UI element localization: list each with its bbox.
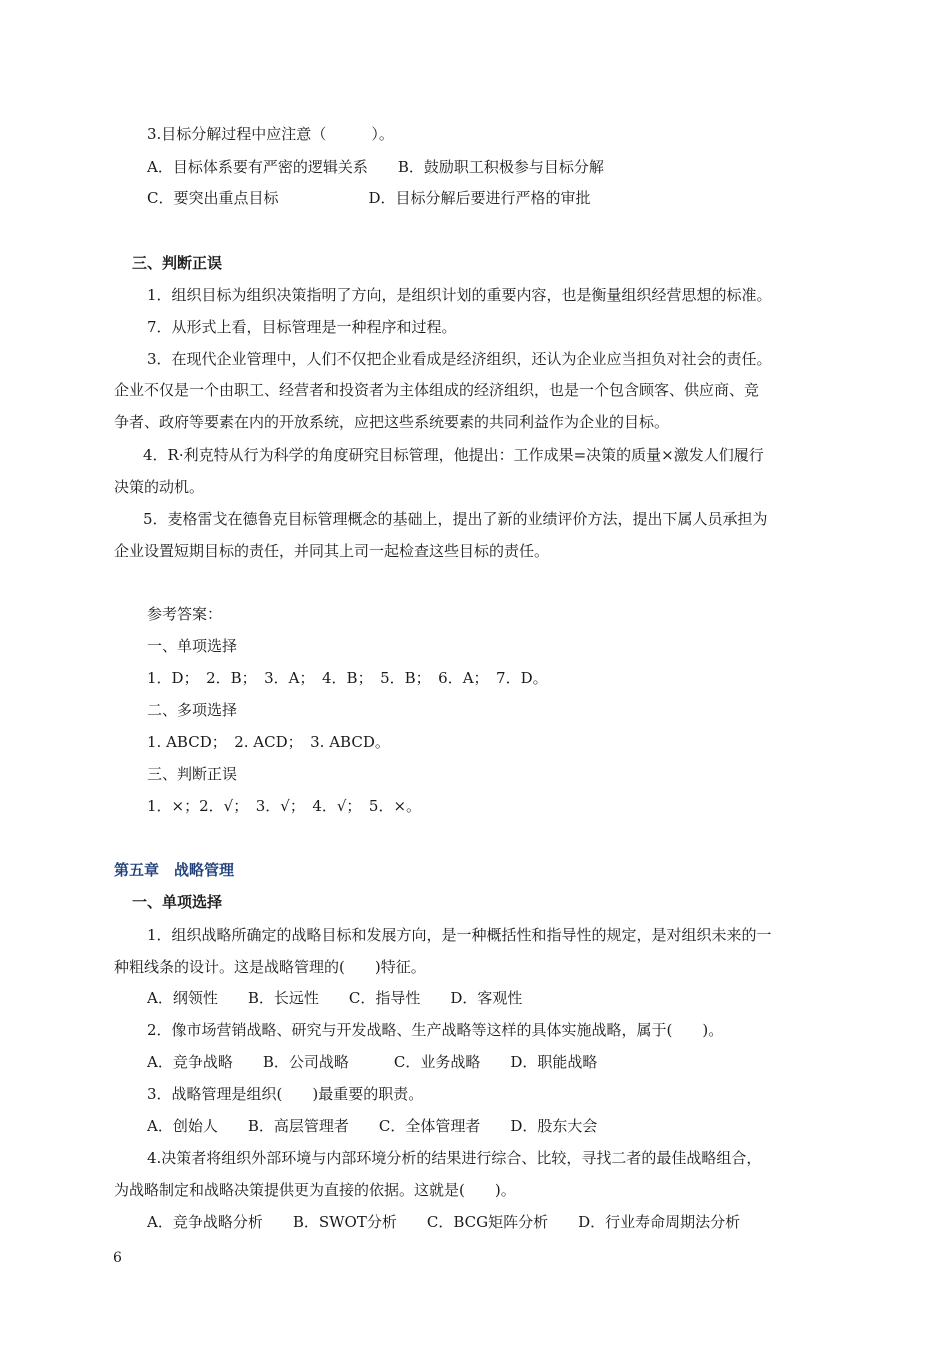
answers-judge-heading: 三、判断正误: [147, 765, 238, 783]
chapter-line: A．纲领性 B．长远性 C．指导性 D．客观性: [147, 989, 523, 1007]
judge-line: 3．在现代企业管理中，人们不仅把企业看成是经济组织，还认为企业应当担负对社会的责任。: [147, 350, 772, 368]
section-heading-judge: 三、判断正误: [132, 254, 223, 272]
answers-multi-line: 1. ABCD； 2. ACD； 3. ABCD。: [147, 733, 390, 751]
section-heading-single: 一、单项选择: [132, 893, 223, 911]
chapter-line: A．竞争战略分析 B．SWOT分析 C．BCG矩阵分析 D．行业寿命周期法分析: [147, 1213, 741, 1231]
chapter-line: 4.决策者将组织外部环境与内部环境分析的结果进行综合、比较，寻找二者的最佳战略组合，: [147, 1149, 762, 1167]
answers-judge-line: 1．×；2．√； 3．√； 4．√； 5．×。: [147, 797, 422, 815]
answers-multi-heading: 二、多项选择: [147, 701, 238, 719]
answers-title: 参考答案：: [147, 605, 223, 623]
judge-line: 1．组织目标为组织决策指明了方向，是组织计划的重要内容，也是衡量组织经营思想的标准。: [147, 286, 772, 304]
question-3-options-ab: A．目标体系要有严密的逻辑关系 B．鼓励职工积极参与目标分解: [147, 158, 604, 176]
judge-line: 决策的动机。: [114, 478, 205, 496]
chapter-line: 1．组织战略所确定的战略目标和发展方向，是一种概括性和指导性的规定，是对组织未来的一: [147, 926, 772, 944]
chapter-line: A．创始人 B．高层管理者 C．全体管理者 D．股东大会: [147, 1117, 598, 1135]
judge-line: 7．从形式上看，目标管理是一种程序和过程。: [147, 318, 457, 336]
judge-line: 企业设置短期目标的责任，并同其上司一起检查这些目标的责任。: [114, 542, 550, 560]
chapter-line: 种粗线条的设计。这是战略管理的( )特征。: [114, 958, 426, 976]
chapter-line: A．竞争战略 B．公司战略 C．业务战略 D．职能战略: [147, 1053, 598, 1071]
judge-line: 4．R·利克特从行为科学的角度研究目标管理，他提出：工作成果=决策的质量×激发人们履行: [143, 446, 764, 464]
chapter-line: 2．像市场营销战略、研究与开发战略、生产战略等这样的具体实施战略，属于( )。: [147, 1021, 724, 1039]
answers-single-heading: 一、单项选择: [147, 637, 238, 655]
chapter-line: 3．战略管理是组织( )最重要的职责。: [147, 1085, 424, 1103]
chapter-title: 第五章 战略管理: [114, 861, 235, 879]
judge-line: 企业不仅是一个由职工、经营者和投资者为主体组成的经济组织，也是一个包含顾客、供应商、竞: [114, 381, 760, 399]
question-3-stem: 3.目标分解过程中应注意（ ）。: [147, 125, 394, 143]
answers-single-line: 1．D； 2．B； 3．A； 4．B； 5．B； 6．A； 7．D。: [147, 669, 548, 687]
chapter-line: 为战略制定和战略决策提供更为直接的依据。这就是( )。: [114, 1181, 516, 1199]
question-3-options-cd: C．要突出重点目标 D．目标分解后要进行严格的审批: [147, 189, 591, 207]
judge-line: 5．麦格雷戈在德鲁克目标管理概念的基础上，提出了新的业绩评价方法，提出下属人员承担为: [143, 510, 768, 528]
page-number: 6: [113, 1250, 122, 1266]
judge-line: 争者、政府等要素在内的开放系统，应把这些系统要素的共同利益作为企业的目标。: [114, 413, 670, 431]
